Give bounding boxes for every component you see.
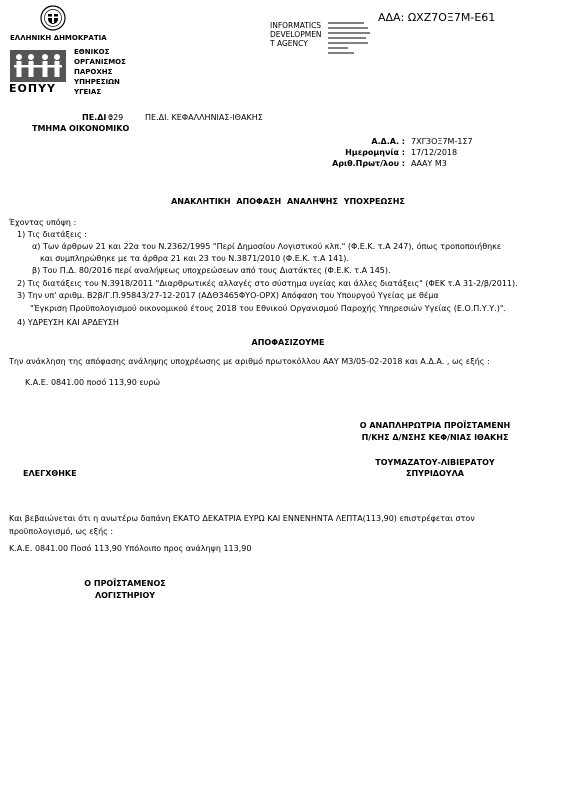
stamp-line: INFORMATICS <box>270 21 322 30</box>
item-4: 4) ΥΔΡΕΥΣΗ ΚΑΙ ΑΡΔΕΥΣΗ <box>17 318 119 327</box>
signatory-role-1: Ο ΑΝΑΠΛΗΡΩΤΡΙΑ ΠΡΟΪΣΤΑΜΕΝΗ <box>359 421 511 430</box>
certification-line-2: προϋπολογισμό, ως εξής : <box>9 527 114 536</box>
date-label: Ημερομηνία : <box>345 148 405 157</box>
decision-heading: ΑΠΟΦΑΣΙΖΟΥΜΕ <box>251 338 325 347</box>
stamp-line: T AGENCY <box>270 39 308 48</box>
signatory-name-2: ΣΠΥΡΙΔΟΥΛΑ <box>406 469 464 478</box>
org-line: ΟΡΓΑΝΙΣΜΟΣ <box>74 58 126 66</box>
item-2: 2) Τις διατάξεις του Ν.3918/2011 "Διαρθρωτικές αλλαγές στο σύστημα υγείας και άλλες διατάξεις" (ΦΕΚ τ.Α 31-2/β/2011). <box>17 279 518 288</box>
org-line: ΥΓΕΙΑΣ <box>74 88 102 96</box>
accounting-role-1: Ο ΠΡΟΪΣΤΑΜΕΝΟΣ <box>84 579 166 588</box>
certification-line-1: Και βεβαιώνεται ότι η ανωτέρω δαπάνη ΕΚΑΤΟ ΔΕΚΑΤΡΙΑ ΕΥΡΩ ΚΑΙ ΕΝΝΕΝΗΝΤΑ ΛΕΠΤΑ(113,90) επιστρέφεται στον <box>9 514 475 523</box>
accounting-role-2: ΛΟΓΙΣΤΗΡΙΟΥ <box>94 591 156 600</box>
checked-label: ΕΛΕΓΧΘΗΚΕ <box>23 469 77 478</box>
org-line: ΕΘΝΙΚΟΣ <box>74 48 110 56</box>
org-line: ΥΠΗΡΕΣΙΩΝ <box>74 78 120 86</box>
item-1a-cont: και συμπληρώθηκε με τα άρθρα 21 και 23 του Ν.3871/2010 (Φ.Ε.Κ. τ.Α 141). <box>40 254 349 263</box>
office-name: ΠΕ.ΔΙ. ΚΕΦΑΛΛΗΝΙΑΣ-ΙΘΑΚΗΣ <box>145 113 263 122</box>
eopyy-logo-text: ΕΟΠΥΥ <box>9 82 57 95</box>
protocol-label: Αριθ.Πρωτ/λου : <box>332 159 405 168</box>
stamp-line: DEVELOPMEN <box>270 30 322 39</box>
item-3: 3) Την υπ' αριθμ. Β2β/Γ.Π.95843/27-12-2017 (ΑΔΘ3465ΦΥΟ-ΟΡΧ) Απόφαση του Υπουργού Υγείας με θέμα <box>17 291 439 300</box>
document-title: ΑΝΑΚΛΗΤΙΚΗ ΑΠΟΦΑΣΗ ΑΝΑΛΗΨΗΣ ΥΠΟΧΡΕΩΣΗΣ <box>171 197 405 206</box>
considering-label: Έχοντας υπόψη : <box>9 218 77 227</box>
certification-kae: Κ.Α.Ε. 0841.00 Ποσό 113,90 Υπόλοιπο προς ανάληψη 113,90 <box>9 544 252 553</box>
protocol-value: ΑΑΑΥ Μ3 <box>411 159 447 168</box>
date-value: 17/12/2018 <box>411 148 458 157</box>
kae-line: Κ.Α.Ε. 0841.00 ποσό 113,90 ευρώ <box>25 378 161 387</box>
greek-emblem-icon <box>40 5 66 31</box>
republic-label: ΕΛΛΗΝΙΚΗ ΔΗΜΟΚΡΑΤΙΑ <box>10 34 107 42</box>
ada-value: 7ΧΓ3ΟΞ7Μ-1Σ7 <box>411 137 473 146</box>
decision-text: Την ανάκληση της απόφασης ανάληψης υποχρέωσης με αριθμό πρωτοκόλλου ΑΑΥ Μ3/05-02-2018 και Α.Δ.Α. , ως εξής : <box>9 357 490 366</box>
org-line: ΠΑΡΟΧΗΣ <box>74 68 113 76</box>
signatory-role-2: Π/ΚΗΣ Δ/ΝΣΗΣ ΚΕΦ/ΝΙΑΣ ΙΘΑΚΗΣ <box>361 433 509 442</box>
org-name <box>74 47 126 97</box>
item-3-cont: "Έγκριση Προϋπολογισμού οικονομικού έτους 2018 του Εθνικού Οργανισμού Παροχής Υπηρεσιών Υγείας (Ε.Ο.Π.Υ.Υ.)". <box>30 304 507 313</box>
office-code: 029 <box>108 113 124 122</box>
ada-top: ΑΔΑ: ΩΧΖ7ΟΞ7Μ-Ε61 <box>378 11 496 24</box>
item-1: 1) Τις διατάξεις : <box>17 230 87 239</box>
signatory-name-1: ΤΟΥΜΑΖΑΤΟΥ-ΛΙΒΙΕΡΑΤΟΥ <box>375 458 495 467</box>
signature-fine-print-icon <box>328 20 372 56</box>
item-1b: β) Του Π.Δ. 80/2016 περί αναλήψεως υποχρεώσεων από τους Διατάκτες (Φ.Ε.Κ. τ.Α 145). <box>32 266 391 275</box>
digital-signature-stamp <box>270 21 322 48</box>
department: ΤΜΗΜΑ ΟΙΚΟΝΟΜΙΚΟ <box>32 124 130 133</box>
item-1a: α) Των άρθρων 21 και 22α του Ν.2362/1995 "Περί Δημοσίου Λογιστικού κλπ." (Φ.Ε.Κ. τ.Α 247), όπως τροποποιήθηκε <box>32 242 502 251</box>
ada-label: Α.Δ.Α. : <box>371 137 405 146</box>
office-label: ΠΕ.ΔΙ : <box>82 113 113 122</box>
